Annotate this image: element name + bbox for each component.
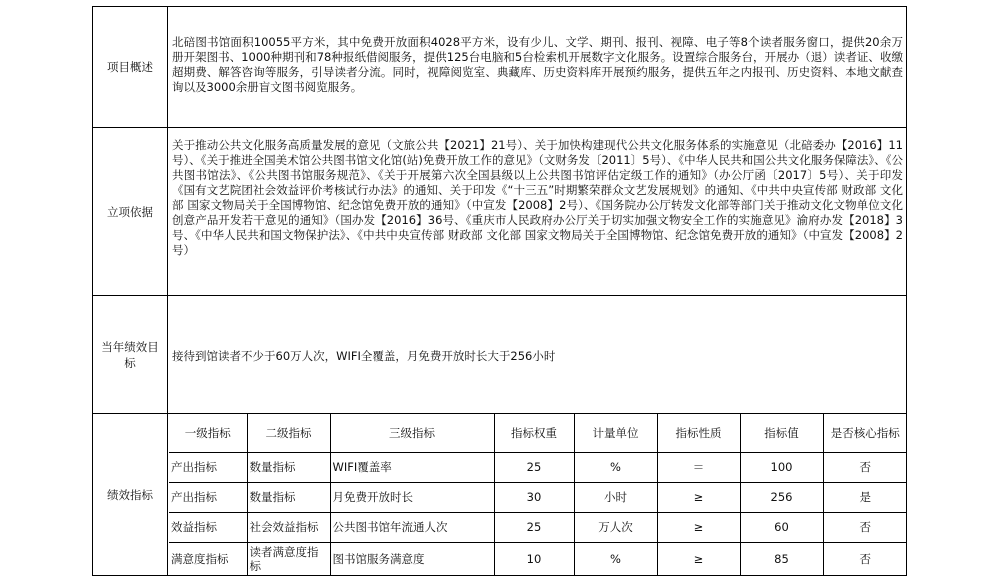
cell-level3: 图书馆服务满意度: [330, 542, 494, 576]
header-core: 是否核心指标: [823, 414, 907, 452]
cell-value: 100: [740, 452, 823, 482]
header-level1: 一级指标: [169, 414, 247, 452]
cell-weight: 25: [494, 452, 574, 482]
cell-weight: 30: [494, 482, 574, 512]
cell-unit: %: [574, 542, 657, 576]
table-row: [169, 452, 907, 482]
cell-weight: 10: [494, 542, 574, 576]
goal-text: 接待到馆读者不少于60万人次，WIFI全覆盖，月免费开放时长大于256小时: [172, 348, 556, 363]
basis-label: 立项依据: [93, 128, 168, 295]
cell-level2: 社会效益指标: [247, 512, 330, 542]
cell-value: 85: [740, 542, 823, 576]
project-form: [92, 6, 907, 576]
basis-row: [93, 128, 906, 296]
cell-core: 否: [823, 512, 907, 542]
goal-row: [93, 296, 906, 414]
cell-level3: 月免费开放时长: [330, 482, 494, 512]
cell-level2: 数量指标: [247, 452, 330, 482]
table-row: [169, 482, 907, 512]
header-nature: 指标性质: [657, 414, 740, 452]
header-unit: 计量单位: [574, 414, 657, 452]
cell-level1: 产出指标: [169, 482, 247, 512]
cell-nature: ≥: [657, 482, 740, 512]
cell-level1: 效益指标: [169, 512, 247, 542]
cell-unit: %: [574, 452, 657, 482]
header-value: 指标值: [740, 414, 823, 452]
indicators-row: [93, 414, 906, 576]
header-weight: 指标权重: [494, 414, 574, 452]
cell-weight: 25: [494, 512, 574, 542]
indicators-table: [169, 414, 907, 576]
cell-level2: 数量指标: [247, 482, 330, 512]
cell-unit: 小时: [574, 482, 657, 512]
table-header-row: [169, 414, 907, 452]
table-row: [169, 542, 907, 576]
indicators-label: 绩效指标: [93, 414, 168, 576]
overview-label: 项目概述: [93, 7, 168, 127]
cell-value: 60: [740, 512, 823, 542]
cell-level3: 公共图书馆年流通人次: [330, 512, 494, 542]
cell-nature: ≥: [657, 512, 740, 542]
cell-level1: 产出指标: [169, 452, 247, 482]
cell-nature: ≥: [657, 542, 740, 576]
basis-text: 关于推动公共文化服务高质量发展的意见（文旅公共【2021】21号）、关于加快构建现代公共文化服务体系的实施意见（北碚委办【2016】11号）、《关于推进全国美术馆公共图书馆文化馆(站)免费开放工作的意见》（文财务发〔2011〕5号）、《中华人民共和国公共文化服务保障法》、《公共图书馆法》、《公共图书馆服务规范》、《关于开展第六次全国县级以上公共图书馆评估定级工作的通知》（办公厅函〔2017〕5号）、关于印发《国有文艺院团社会效益评价考核试行办法》的通知、关于印发《“十三五”时期繁荣群众文艺发展规划》的通知、《中共中央宣传部 财政部 文化部 国家文物局关于全国博物馆、纪念馆免费开放的通知》（中宣发【2008】2号）、《国务院办公厅转发文化部等部门关于推动文化文物单位文化创意产品开发若干意见的通知》（国办发【2016】36号、《重庆市人民政府办公厅关于切实加强文物安全工作的实施意见》渝府办发【2018】3号、《中华人民共和国文物保护法》、《中共中央宣传部 财政部 文化部 国家文物局关于全国博物馆、纪念馆免费开放的通知》（中宣发【2008】2号）: [172, 138, 903, 257]
cell-level3: WIFI覆盖率: [330, 452, 494, 482]
table-row: [169, 512, 907, 542]
cell-core: 是: [823, 482, 907, 512]
goal-label: 当年绩效目标: [93, 296, 168, 413]
header-level3: 三级指标: [330, 414, 494, 452]
cell-unit: 万人次: [574, 512, 657, 542]
cell-level2: 读者满意度指标: [247, 542, 330, 576]
cell-core: 否: [823, 452, 907, 482]
header-level2: 二级指标: [247, 414, 330, 452]
cell-level1: 满意度指标: [169, 542, 247, 576]
cell-nature: ＝: [657, 452, 740, 482]
cell-core: 否: [823, 542, 907, 576]
overview-row: [93, 7, 906, 128]
overview-text: 北碚图书馆面积10055平方米，其中免费开放面积4028平方米，设有少儿、文学、期刊、报刊、视障、电子等8个读者服务窗口，提供20余万册开架图书、1000种期刊和78种报纸借阅服务，提供125台电脑和5台检索机开展数字文化服务。设置综合服务台，开展办（退）读者证、收缴超期费、解答咨询等服务，引导读者分流。同时，视障阅览室、典藏库、历史资料库开展预约服务，提供五年之内报刊、历史资料、本地文献查询以及3000余册盲文图书阅览服务。: [172, 35, 903, 94]
cell-value: 256: [740, 482, 823, 512]
